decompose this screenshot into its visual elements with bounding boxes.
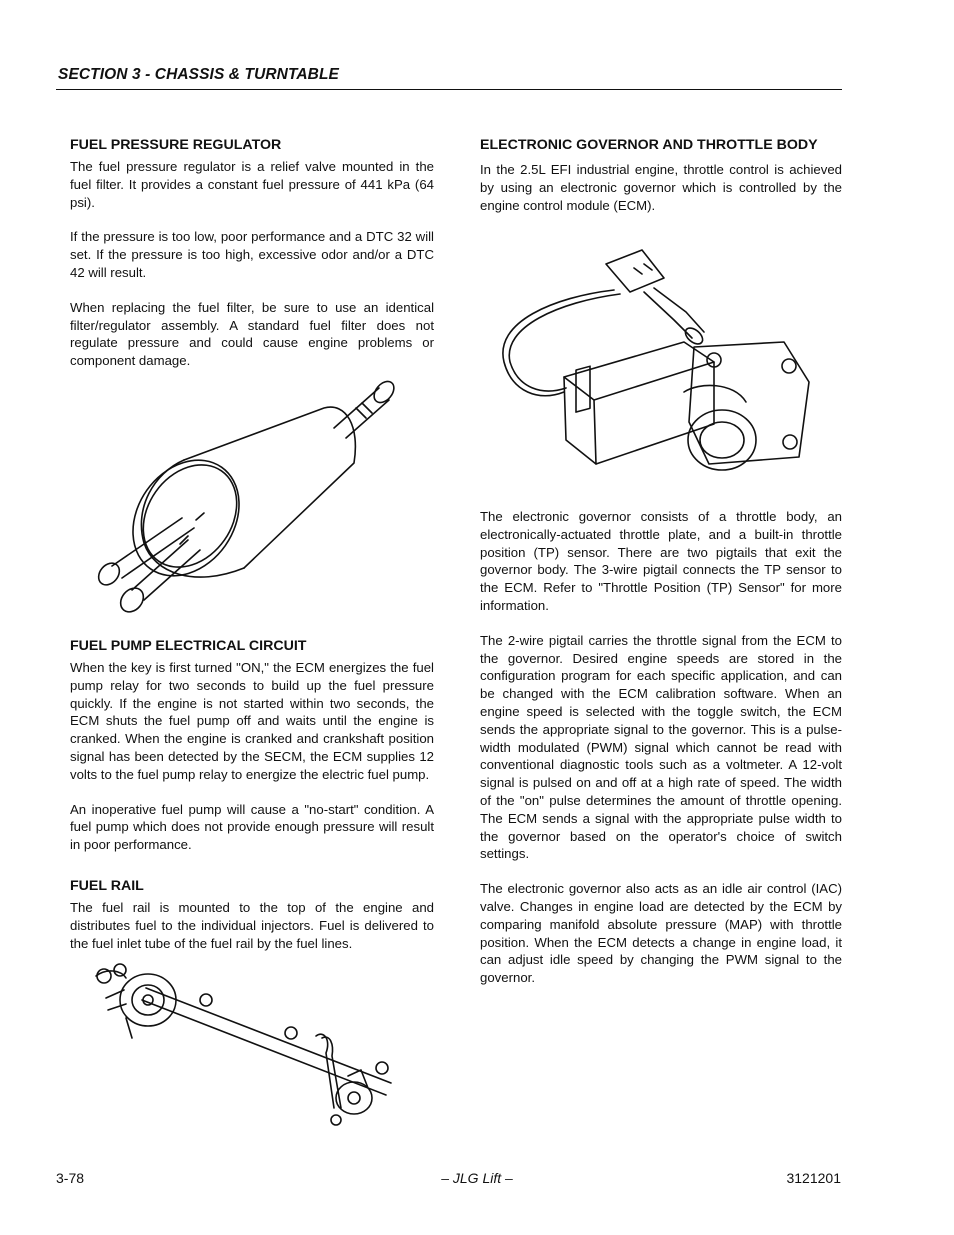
electronic-governor-body-text — [480, 508, 842, 987]
egtb-paragraph-2: The 2-wire pigtail carries the throttle signal from the ECM to the governor. Desired engine speeds are stored in the configuration program for each specific application, and can be changed with the ECM calibration software. When an engine speed is selected with the toggle switch, the ECM sends the appropriate signal to the governor. This is a pulse-width modulated (PWM) signal which cannot be read with conventional diagnostic tools such as a voltmeter. A 12-volt signal is pulsed on and off at a high rate of speed. The width of the "on" pulse determines the amount of throttle opening. The ECM sends a signal with the appropriate pulse width to the governor based on the operator's choice of switch settings. — [480, 632, 842, 862]
fpr-paragraph-2: If the pressure is too low, poor performance and a DTC 32 will set. If the pressure is too high, excessive odor and/or a DTC 42 will result. — [70, 229, 434, 280]
fuel-rail-section — [70, 876, 434, 952]
fuel-pressure-regulator-section — [70, 135, 434, 370]
electronic-governor-section — [480, 135, 842, 214]
fpr-heading: FUEL PRESSURE REGULATOR — [70, 137, 282, 153]
fpr-paragraph-3: When replacing the fuel filter, be sure to use an identical filter/regulator assembly. A standard fuel filter does not regulate pressure and could cause engine problems or component damage. — [70, 299, 434, 369]
fpr-paragraph-1: The fuel pressure regulator is a relief valve mounted in the fuel filter. It provides a constant fuel pressure of 441 kPa (64 psi). — [70, 159, 434, 210]
section-title: SECTION 3 - CHASSIS & TURNTABLE — [58, 66, 339, 83]
footer-publisher: – JLG Lift – — [441, 1170, 513, 1186]
egtb-paragraph-intro: In the 2.5L EFI industrial engine, throttle control is achieved by using an electronic governor which is controlled by the engine control module (ECM). — [480, 162, 842, 213]
rail-heading: FUEL RAIL — [70, 878, 144, 894]
electronic-governor-illustration — [494, 242, 814, 492]
fuel-rail-illustration — [86, 958, 406, 1134]
rail-paragraph-1: The fuel rail is mounted to the top of the engine and distributes fuel to the individual injectors. Fuel is delivered to the fuel inlet tube of the fuel rail by the fuel lines. — [70, 900, 434, 951]
egtb-paragraph-1: The electronic governor consists of a throttle body, an electronically-actuated throttle plate, and a built-in throttle position (TP) sensor. There are two pigtails that exit the governor body. The 3-wire pigtail connects the TP sensor to the ECM. Refer to "Throttle Position (TP) Sensor" for more information. — [480, 509, 842, 613]
fuel-filter-illustration — [84, 368, 404, 620]
fpec-paragraph-2: An inoperative fuel pump will cause a "no-start" condition. A fuel pump which does not provide enough pressure will result in poor performance. — [70, 801, 434, 853]
header-divider — [56, 89, 842, 90]
page-number: 3-78 — [56, 1170, 85, 1186]
fuel-pump-electrical-circuit-section — [70, 636, 434, 854]
fpec-heading: FUEL PUMP ELECTRICAL CIRCUIT — [70, 638, 307, 654]
fpec-paragraph-1: When the key is first turned "ON," the ECM energizes the fuel pump relay for two seconds to build up the fuel pressure quickly. If the engine is not started within two seconds, the ECM shuts the fuel pump off and waits until the engine is cranked. When the engine is cranked and crankshaft position signal has been detected by the SECM, the ECM supplies 12 volts to the fuel pump relay to energize the electric fuel pump. — [70, 660, 434, 782]
document-number: 3121201 — [786, 1170, 841, 1186]
egtb-heading: ELECTRONIC GOVERNOR AND THROTTLE BODY — [480, 137, 818, 153]
egtb-paragraph-3: The electronic governor also acts as an idle air control (IAC) valve. Changes in engine load are detected by the ECM by comparing manifold absolute pressure (MAP) with throttle position. When the ECM detects a change in engine load, it can adjust idle speed by changing the PWM signal to the governor. — [480, 881, 842, 986]
